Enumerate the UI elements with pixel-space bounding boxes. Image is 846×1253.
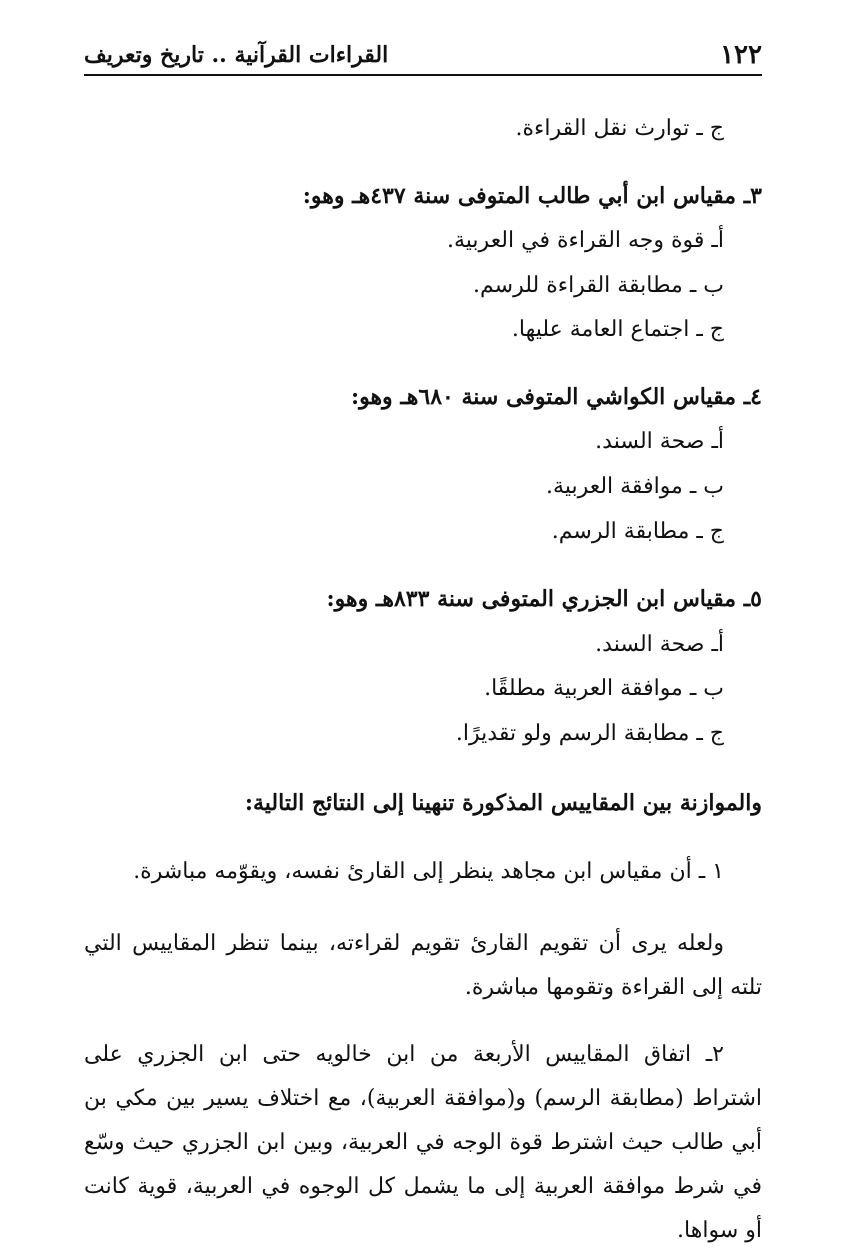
result-2: ٢ـ اتفاق المقاييس الأربعة من ابن خالويه حتى ابن الجزري على اشتراط (مطابقة الرسم) و(موافقة العربية)، مع اختلاف يسير بين مكي بن أبي طالب حيث اشترط قوة الوجه في العربية، وبين ابن الجزري حيث وسّع في شرط موافقة العربية إلى ما يشمل كل الوجوه في العربية، قوية كانت أو سواها. bbox=[84, 1042, 762, 1243]
running-title: القراءات القرآنية .. تاريخ وتعريف bbox=[84, 42, 389, 68]
scale3-item-b: ب ـ مطابقة القراءة للرسم. bbox=[473, 273, 724, 298]
scale5-item-c: ج ـ مطابقة الرسم ولو تقديرًا. bbox=[455, 721, 724, 746]
scale3-item-c: ج ـ اجتماع العامة عليها. bbox=[511, 317, 724, 342]
page-number: ١٢٢ bbox=[720, 40, 762, 70]
scale5-item-b: ب ـ موافقة العربية مطلقًا. bbox=[484, 676, 724, 701]
scale5-item-a: أـ صحة السند. bbox=[595, 632, 724, 657]
scale3-heading: ٣ـ مقياس ابن أبي طالب المتوفى سنة ٤٣٧هـ وهو: bbox=[302, 183, 762, 209]
scale4-item-c: ج ـ مطابقة الرسم. bbox=[551, 519, 724, 544]
scale4-item-b: ب ـ موافقة العربية. bbox=[546, 474, 724, 499]
result-1: ١ ـ أن مقياس ابن مجاهد ينظر إلى القارئ نفسه، ويقوّمه مباشرة. bbox=[133, 859, 724, 884]
comparison-heading: والموازنة بين المقاييس المذكورة تنهينا إلى النتائج التالية: bbox=[244, 790, 762, 816]
result-1-note: ولعله يرى أن تقويم القارئ تقويم لقراءته، بينما تنظر المقاييس التي تلته إلى القراءة وتقومها مباشرة. bbox=[84, 931, 762, 1000]
scale5-heading: ٥ـ مقياس ابن الجزري المتوفى سنة ٨٣٣هـ وهو: bbox=[326, 586, 762, 612]
page-header bbox=[84, 36, 762, 76]
scale4-heading: ٤ـ مقياس الكواشي المتوفى سنة ٦٨٠هـ وهو: bbox=[350, 384, 762, 410]
intro-item-c: ج ـ توارث نقل القراءة. bbox=[515, 116, 724, 141]
scale4-item-a: أـ صحة السند. bbox=[595, 429, 724, 454]
header-rule bbox=[84, 74, 762, 76]
scale3-item-a: أـ قوة وجه القراءة في العربية. bbox=[447, 228, 724, 253]
